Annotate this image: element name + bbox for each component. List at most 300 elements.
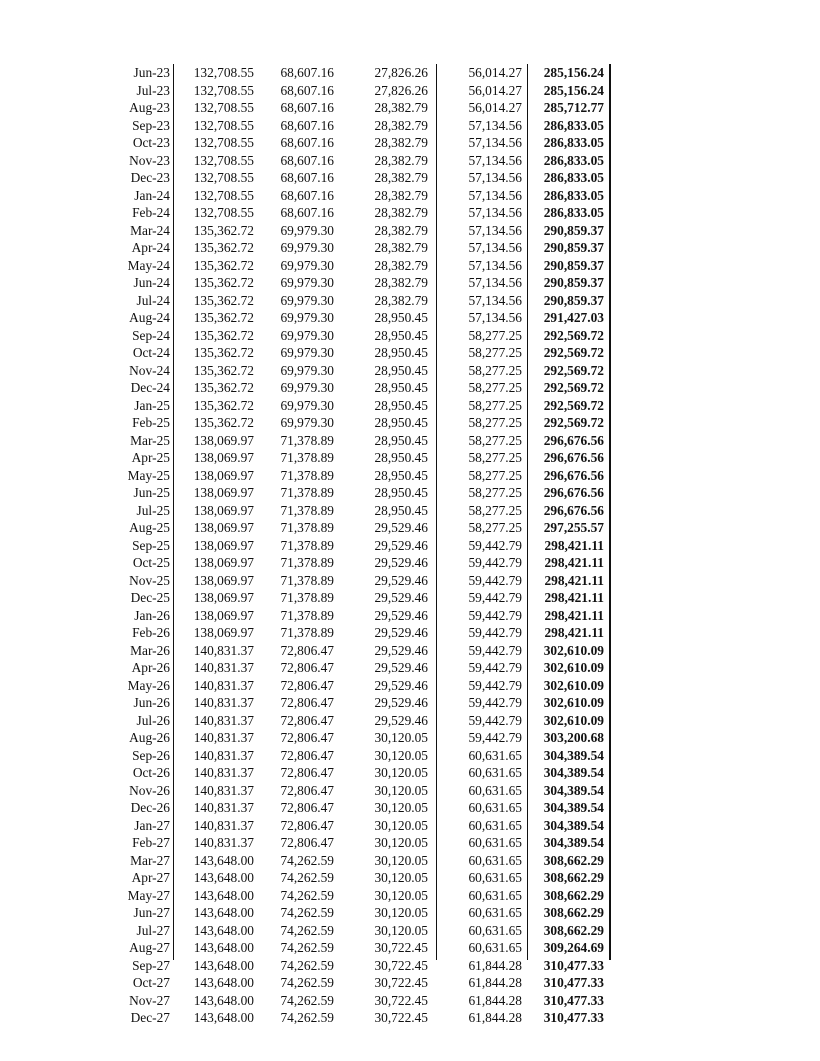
amount-cell-4: 59,442.79 bbox=[468, 572, 522, 588]
month-cell: Mar-27 bbox=[130, 852, 170, 868]
month-cell: Oct-25 bbox=[132, 555, 170, 570]
amount-cell-2: 71,378.89 bbox=[280, 450, 334, 465]
amount-cell-4: 57,134.56 bbox=[468, 152, 522, 168]
amount-cell-2: 69,979.30 bbox=[280, 345, 334, 360]
total-cell: 304,389.54 bbox=[543, 835, 604, 850]
amount-cell-1: 140,831.37 bbox=[193, 817, 254, 833]
amount-cell-2: 68,607.16 bbox=[280, 187, 334, 203]
amount-cell-1: 135,362.72 bbox=[193, 310, 254, 325]
amount-cell-3: 29,529.46 bbox=[374, 642, 428, 658]
amount-cell-1: 132,708.55 bbox=[193, 170, 254, 185]
total-cell: 296,676.56 bbox=[543, 467, 604, 483]
table-row bbox=[0, 729, 820, 747]
month-cell: Oct-23 bbox=[132, 135, 170, 150]
amount-cell-2: 69,979.30 bbox=[280, 275, 334, 290]
amount-cell-3: 30,120.05 bbox=[374, 870, 428, 885]
amount-cell-2: 71,378.89 bbox=[280, 485, 334, 500]
amount-cell-2: 68,607.16 bbox=[280, 205, 334, 220]
amount-cell-4: 59,442.79 bbox=[468, 555, 522, 570]
amount-cell-4: 56,014.27 bbox=[468, 65, 522, 80]
amount-cell-1: 143,648.00 bbox=[193, 922, 254, 938]
table-row bbox=[0, 484, 820, 502]
month-cell: Jan-26 bbox=[134, 607, 170, 623]
amount-cell-2: 74,262.59 bbox=[280, 1010, 334, 1025]
amount-cell-2: 72,806.47 bbox=[280, 747, 334, 763]
table-row bbox=[0, 414, 820, 432]
table-row bbox=[0, 309, 820, 327]
amount-cell-3: 27,826.26 bbox=[374, 82, 428, 98]
amount-cell-2: 69,979.30 bbox=[280, 257, 334, 273]
amount-cell-3: 28,382.79 bbox=[374, 275, 428, 290]
total-cell: 286,833.05 bbox=[543, 205, 604, 220]
total-cell: 304,389.54 bbox=[543, 747, 604, 763]
total-cell: 285,156.24 bbox=[543, 82, 604, 98]
amount-cell-3: 28,950.45 bbox=[374, 415, 428, 430]
table-row bbox=[0, 274, 820, 292]
table-row bbox=[0, 344, 820, 362]
amount-cell-1: 140,831.37 bbox=[193, 660, 254, 675]
month-cell: Jun-25 bbox=[133, 485, 170, 500]
table-row bbox=[0, 292, 820, 310]
month-cell: Nov-24 bbox=[129, 362, 170, 378]
month-cell: Aug-26 bbox=[129, 730, 170, 745]
month-cell: Sep-26 bbox=[132, 747, 170, 763]
amount-cell-3: 28,950.45 bbox=[374, 327, 428, 343]
amount-cell-3: 30,120.05 bbox=[374, 922, 428, 938]
amount-cell-1: 138,069.97 bbox=[193, 572, 254, 588]
amount-cell-1: 140,831.37 bbox=[193, 677, 254, 693]
amount-cell-1: 143,648.00 bbox=[193, 1010, 254, 1025]
divider-before-col4 bbox=[436, 64, 437, 960]
table-row bbox=[0, 764, 820, 782]
amount-cell-4: 58,277.25 bbox=[468, 397, 522, 413]
total-cell: 303,200.68 bbox=[543, 730, 604, 745]
amount-cell-1: 138,069.97 bbox=[193, 625, 254, 640]
amount-cell-1: 143,648.00 bbox=[193, 852, 254, 868]
amount-cell-4: 56,014.27 bbox=[468, 100, 522, 115]
amount-cell-1: 143,648.00 bbox=[193, 940, 254, 955]
amount-cell-3: 28,382.79 bbox=[374, 117, 428, 133]
amount-cell-1: 140,831.37 bbox=[193, 782, 254, 798]
amount-cell-4: 58,277.25 bbox=[468, 467, 522, 483]
month-cell: Jul-26 bbox=[136, 712, 170, 728]
amount-cell-1: 138,069.97 bbox=[193, 502, 254, 518]
amount-cell-2: 74,262.59 bbox=[280, 992, 334, 1008]
amount-cell-2: 71,378.89 bbox=[280, 590, 334, 605]
table-row bbox=[0, 169, 820, 187]
month-cell: Feb-25 bbox=[132, 415, 170, 430]
amount-cell-3: 30,120.05 bbox=[374, 730, 428, 745]
amount-cell-4: 60,631.65 bbox=[468, 765, 522, 780]
amount-cell-1: 143,648.00 bbox=[193, 870, 254, 885]
amount-cell-3: 30,120.05 bbox=[374, 782, 428, 798]
amount-cell-2: 72,806.47 bbox=[280, 677, 334, 693]
total-cell: 304,389.54 bbox=[543, 765, 604, 780]
amount-cell-2: 69,979.30 bbox=[280, 415, 334, 430]
table-row bbox=[0, 782, 820, 800]
amount-cell-1: 143,648.00 bbox=[193, 992, 254, 1008]
total-cell: 308,662.29 bbox=[543, 905, 604, 920]
table-row bbox=[0, 992, 820, 1010]
amount-cell-3: 28,382.79 bbox=[374, 240, 428, 255]
table-row bbox=[0, 694, 820, 712]
total-cell: 297,255.57 bbox=[543, 520, 604, 535]
amount-cell-2: 72,806.47 bbox=[280, 800, 334, 815]
amount-cell-3: 30,722.45 bbox=[374, 975, 428, 990]
total-cell: 296,676.56 bbox=[543, 485, 604, 500]
amount-cell-3: 30,722.45 bbox=[374, 940, 428, 955]
table-row bbox=[0, 869, 820, 887]
amount-cell-2: 72,806.47 bbox=[280, 642, 334, 658]
table-row bbox=[0, 204, 820, 222]
amount-cell-4: 57,134.56 bbox=[468, 275, 522, 290]
amount-cell-2: 74,262.59 bbox=[280, 870, 334, 885]
table-row bbox=[0, 502, 820, 520]
amount-cell-1: 138,069.97 bbox=[193, 607, 254, 623]
amount-cell-2: 71,378.89 bbox=[280, 432, 334, 448]
amount-cell-3: 29,529.46 bbox=[374, 590, 428, 605]
amount-cell-4: 57,134.56 bbox=[468, 292, 522, 308]
amount-cell-3: 30,722.45 bbox=[374, 1010, 428, 1025]
table-row bbox=[0, 677, 820, 695]
amount-cell-4: 57,134.56 bbox=[468, 187, 522, 203]
amount-cell-4: 61,844.28 bbox=[468, 975, 522, 990]
month-cell: May-25 bbox=[127, 467, 170, 483]
amount-cell-2: 68,607.16 bbox=[280, 117, 334, 133]
total-cell: 296,676.56 bbox=[543, 432, 604, 448]
month-cell: Apr-27 bbox=[131, 870, 170, 885]
table-row bbox=[0, 152, 820, 170]
amount-cell-2: 68,607.16 bbox=[280, 65, 334, 80]
amount-cell-4: 58,277.25 bbox=[468, 415, 522, 430]
amount-cell-4: 57,134.56 bbox=[468, 117, 522, 133]
amount-cell-1: 140,831.37 bbox=[193, 835, 254, 850]
table-row bbox=[0, 904, 820, 922]
total-cell: 304,389.54 bbox=[543, 800, 604, 815]
amount-cell-3: 28,950.45 bbox=[374, 362, 428, 378]
amount-cell-3: 28,382.79 bbox=[374, 187, 428, 203]
amount-cell-1: 143,648.00 bbox=[193, 975, 254, 990]
month-cell: Oct-27 bbox=[132, 975, 170, 990]
amount-cell-2: 69,979.30 bbox=[280, 362, 334, 378]
total-cell: 304,389.54 bbox=[543, 817, 604, 833]
amount-cell-3: 29,529.46 bbox=[374, 660, 428, 675]
amount-cell-1: 140,831.37 bbox=[193, 730, 254, 745]
amount-cell-4: 59,442.79 bbox=[468, 660, 522, 675]
total-cell: 296,676.56 bbox=[543, 450, 604, 465]
amount-cell-4: 60,631.65 bbox=[468, 817, 522, 833]
month-cell: Feb-24 bbox=[132, 205, 170, 220]
table-row bbox=[0, 64, 820, 82]
amount-cell-2: 71,378.89 bbox=[280, 502, 334, 518]
month-cell: Aug-27 bbox=[129, 940, 170, 955]
month-cell: Nov-23 bbox=[129, 152, 170, 168]
amount-cell-4: 58,277.25 bbox=[468, 502, 522, 518]
divider-after-total bbox=[609, 64, 611, 960]
amount-cell-1: 143,648.00 bbox=[193, 957, 254, 973]
month-cell: May-27 bbox=[127, 887, 170, 903]
total-cell: 308,662.29 bbox=[543, 922, 604, 938]
table-row bbox=[0, 887, 820, 905]
amount-cell-4: 57,134.56 bbox=[468, 135, 522, 150]
amount-cell-3: 28,950.45 bbox=[374, 432, 428, 448]
table-row bbox=[0, 327, 820, 345]
total-cell: 298,421.11 bbox=[544, 572, 604, 588]
amount-cell-2: 71,378.89 bbox=[280, 520, 334, 535]
month-cell: Jan-24 bbox=[134, 187, 170, 203]
amount-cell-1: 138,069.97 bbox=[193, 555, 254, 570]
amount-cell-3: 30,120.05 bbox=[374, 905, 428, 920]
table-row bbox=[0, 799, 820, 817]
divider-after-month bbox=[173, 64, 174, 960]
amount-cell-3: 28,382.79 bbox=[374, 292, 428, 308]
table-row bbox=[0, 642, 820, 660]
table-row bbox=[0, 607, 820, 625]
amount-cell-2: 69,979.30 bbox=[280, 397, 334, 413]
amount-cell-4: 60,631.65 bbox=[468, 782, 522, 798]
amount-cell-4: 57,134.56 bbox=[468, 257, 522, 273]
month-cell: Mar-26 bbox=[130, 642, 170, 658]
amount-cell-3: 28,950.45 bbox=[374, 345, 428, 360]
amount-cell-3: 29,529.46 bbox=[374, 555, 428, 570]
total-cell: 296,676.56 bbox=[543, 502, 604, 518]
month-cell: Oct-26 bbox=[132, 765, 170, 780]
month-cell: Nov-27 bbox=[129, 992, 170, 1008]
amount-cell-4: 57,134.56 bbox=[468, 205, 522, 220]
amount-cell-3: 30,722.45 bbox=[374, 957, 428, 973]
month-cell: Nov-26 bbox=[129, 782, 170, 798]
total-cell: 308,662.29 bbox=[543, 870, 604, 885]
amount-cell-2: 74,262.59 bbox=[280, 852, 334, 868]
amount-cell-2: 72,806.47 bbox=[280, 730, 334, 745]
month-cell: Apr-26 bbox=[131, 660, 170, 675]
amount-cell-2: 74,262.59 bbox=[280, 940, 334, 955]
total-cell: 286,833.05 bbox=[543, 117, 604, 133]
amount-cell-1: 138,069.97 bbox=[193, 590, 254, 605]
total-cell: 298,421.11 bbox=[544, 625, 604, 640]
amount-cell-2: 69,979.30 bbox=[280, 240, 334, 255]
total-cell: 308,662.29 bbox=[543, 852, 604, 868]
total-cell: 308,662.29 bbox=[543, 887, 604, 903]
total-cell: 285,156.24 bbox=[543, 65, 604, 80]
amount-cell-1: 143,648.00 bbox=[193, 887, 254, 903]
amount-cell-1: 135,362.72 bbox=[193, 345, 254, 360]
amount-cell-2: 74,262.59 bbox=[280, 922, 334, 938]
table-row bbox=[0, 432, 820, 450]
table-row bbox=[0, 239, 820, 257]
table-row bbox=[0, 589, 820, 607]
amount-cell-4: 61,844.28 bbox=[468, 957, 522, 973]
table-row bbox=[0, 747, 820, 765]
amount-cell-3: 28,950.45 bbox=[374, 485, 428, 500]
total-cell: 292,569.72 bbox=[543, 362, 604, 378]
total-cell: 302,610.09 bbox=[543, 677, 604, 693]
amount-cell-4: 61,844.28 bbox=[468, 992, 522, 1008]
amount-cell-2: 68,607.16 bbox=[280, 152, 334, 168]
total-cell: 292,569.72 bbox=[543, 380, 604, 395]
amount-cell-2: 69,979.30 bbox=[280, 222, 334, 238]
amount-cell-1: 135,362.72 bbox=[193, 380, 254, 395]
amount-cell-1: 140,831.37 bbox=[193, 747, 254, 763]
table-row bbox=[0, 99, 820, 117]
amount-cell-1: 132,708.55 bbox=[193, 100, 254, 115]
month-cell: Dec-26 bbox=[130, 800, 170, 815]
amount-cell-1: 132,708.55 bbox=[193, 65, 254, 80]
table-row bbox=[0, 834, 820, 852]
amount-cell-4: 58,277.25 bbox=[468, 432, 522, 448]
amount-cell-1: 143,648.00 bbox=[193, 905, 254, 920]
table-row bbox=[0, 187, 820, 205]
amount-cell-1: 132,708.55 bbox=[193, 135, 254, 150]
month-cell: Jan-27 bbox=[134, 817, 170, 833]
amount-cell-3: 28,382.79 bbox=[374, 152, 428, 168]
total-cell: 290,859.37 bbox=[543, 275, 604, 290]
amount-cell-1: 138,069.97 bbox=[193, 450, 254, 465]
month-cell: Mar-24 bbox=[130, 222, 170, 238]
amount-cell-1: 138,069.97 bbox=[193, 537, 254, 553]
table-row bbox=[0, 117, 820, 135]
amount-cell-3: 30,120.05 bbox=[374, 817, 428, 833]
amount-cell-3: 28,382.79 bbox=[374, 205, 428, 220]
amount-cell-2: 72,806.47 bbox=[280, 660, 334, 675]
table-row bbox=[0, 379, 820, 397]
month-cell: Nov-25 bbox=[129, 572, 170, 588]
month-cell: Feb-26 bbox=[132, 625, 170, 640]
month-cell: Sep-27 bbox=[132, 957, 170, 973]
month-cell: Jun-26 bbox=[133, 695, 170, 710]
amount-cell-4: 56,014.27 bbox=[468, 82, 522, 98]
amount-cell-4: 59,442.79 bbox=[468, 730, 522, 745]
amount-cell-2: 72,806.47 bbox=[280, 817, 334, 833]
table-row bbox=[0, 712, 820, 730]
month-cell: Mar-25 bbox=[130, 432, 170, 448]
month-cell: Jun-24 bbox=[133, 275, 170, 290]
amount-cell-4: 59,442.79 bbox=[468, 625, 522, 640]
amount-cell-2: 72,806.47 bbox=[280, 695, 334, 710]
amount-cell-2: 71,378.89 bbox=[280, 625, 334, 640]
total-cell: 286,833.05 bbox=[543, 152, 604, 168]
amount-cell-3: 30,120.05 bbox=[374, 852, 428, 868]
amount-cell-1: 132,708.55 bbox=[193, 187, 254, 203]
amount-cell-2: 68,607.16 bbox=[280, 82, 334, 98]
total-cell: 292,569.72 bbox=[543, 327, 604, 343]
month-cell: Dec-23 bbox=[130, 170, 170, 185]
amount-cell-4: 59,442.79 bbox=[468, 537, 522, 553]
amount-cell-2: 71,378.89 bbox=[280, 467, 334, 483]
amount-cell-3: 28,950.45 bbox=[374, 502, 428, 518]
table-row bbox=[0, 222, 820, 240]
amount-cell-4: 60,631.65 bbox=[468, 747, 522, 763]
amount-cell-1: 135,362.72 bbox=[193, 240, 254, 255]
total-cell: 286,833.05 bbox=[543, 170, 604, 185]
month-cell: Dec-24 bbox=[130, 380, 170, 395]
month-cell: May-26 bbox=[127, 677, 170, 693]
table-row bbox=[0, 572, 820, 590]
table-row bbox=[0, 624, 820, 642]
month-cell: Aug-25 bbox=[129, 520, 170, 535]
total-cell: 302,610.09 bbox=[543, 660, 604, 675]
amount-cell-1: 135,362.72 bbox=[193, 397, 254, 413]
amount-cell-4: 58,277.25 bbox=[468, 345, 522, 360]
month-cell: Jul-27 bbox=[136, 922, 170, 938]
month-cell: Jun-27 bbox=[133, 905, 170, 920]
month-cell: Feb-27 bbox=[132, 835, 170, 850]
amount-cell-3: 28,382.79 bbox=[374, 100, 428, 115]
table-row bbox=[0, 362, 820, 380]
amount-cell-1: 140,831.37 bbox=[193, 642, 254, 658]
total-cell: 298,421.11 bbox=[544, 590, 604, 605]
amount-cell-4: 58,277.25 bbox=[468, 362, 522, 378]
amount-cell-3: 28,382.79 bbox=[374, 222, 428, 238]
total-cell: 310,477.33 bbox=[543, 975, 604, 990]
amount-cell-2: 71,378.89 bbox=[280, 572, 334, 588]
amount-cell-4: 57,134.56 bbox=[468, 310, 522, 325]
table-row bbox=[0, 852, 820, 870]
total-cell: 291,427.03 bbox=[543, 310, 604, 325]
total-cell: 290,859.37 bbox=[543, 292, 604, 308]
amount-cell-3: 30,120.05 bbox=[374, 747, 428, 763]
amount-cell-3: 29,529.46 bbox=[374, 695, 428, 710]
amount-cell-1: 132,708.55 bbox=[193, 82, 254, 98]
month-cell: Dec-25 bbox=[130, 590, 170, 605]
amount-cell-1: 140,831.37 bbox=[193, 765, 254, 780]
total-cell: 298,421.11 bbox=[544, 537, 604, 553]
amount-cell-1: 135,362.72 bbox=[193, 415, 254, 430]
amount-cell-4: 60,631.65 bbox=[468, 905, 522, 920]
amount-cell-3: 29,529.46 bbox=[374, 607, 428, 623]
month-cell: May-24 bbox=[127, 257, 170, 273]
amount-cell-1: 138,069.97 bbox=[193, 485, 254, 500]
total-cell: 302,610.09 bbox=[543, 695, 604, 710]
month-cell: Apr-24 bbox=[131, 240, 170, 255]
month-cell: Jul-24 bbox=[136, 292, 170, 308]
month-cell: Jul-25 bbox=[136, 502, 170, 518]
amount-cell-1: 140,831.37 bbox=[193, 712, 254, 728]
amount-cell-2: 69,979.30 bbox=[280, 292, 334, 308]
table-row bbox=[0, 817, 820, 835]
amount-cell-4: 61,844.28 bbox=[468, 1010, 522, 1025]
amount-cell-4: 60,631.65 bbox=[468, 835, 522, 850]
amount-cell-1: 140,831.37 bbox=[193, 695, 254, 710]
total-cell: 310,477.33 bbox=[543, 957, 604, 973]
amount-cell-3: 29,529.46 bbox=[374, 677, 428, 693]
total-cell: 286,833.05 bbox=[543, 187, 604, 203]
amount-cell-4: 60,631.65 bbox=[468, 940, 522, 955]
amount-cell-2: 72,806.47 bbox=[280, 765, 334, 780]
total-cell: 290,859.37 bbox=[543, 240, 604, 255]
amount-cell-4: 59,442.79 bbox=[468, 712, 522, 728]
amount-cell-1: 132,708.55 bbox=[193, 205, 254, 220]
month-cell: Oct-24 bbox=[132, 345, 170, 360]
amount-cell-2: 74,262.59 bbox=[280, 975, 334, 990]
amount-cell-2: 72,806.47 bbox=[280, 782, 334, 798]
table-row bbox=[0, 519, 820, 537]
month-cell: Aug-24 bbox=[129, 310, 170, 325]
table-row bbox=[0, 974, 820, 992]
amount-cell-4: 58,277.25 bbox=[468, 450, 522, 465]
table-row bbox=[0, 82, 820, 100]
amount-cell-4: 60,631.65 bbox=[468, 887, 522, 903]
amount-cell-1: 135,362.72 bbox=[193, 327, 254, 343]
amount-cell-3: 29,529.46 bbox=[374, 625, 428, 640]
amount-cell-3: 30,120.05 bbox=[374, 800, 428, 815]
table-row bbox=[0, 467, 820, 485]
amount-cell-1: 135,362.72 bbox=[193, 362, 254, 378]
month-cell: Sep-24 bbox=[132, 327, 170, 343]
amount-cell-3: 28,950.45 bbox=[374, 450, 428, 465]
total-cell: 298,421.11 bbox=[544, 555, 604, 570]
amount-cell-1: 135,362.72 bbox=[193, 275, 254, 290]
